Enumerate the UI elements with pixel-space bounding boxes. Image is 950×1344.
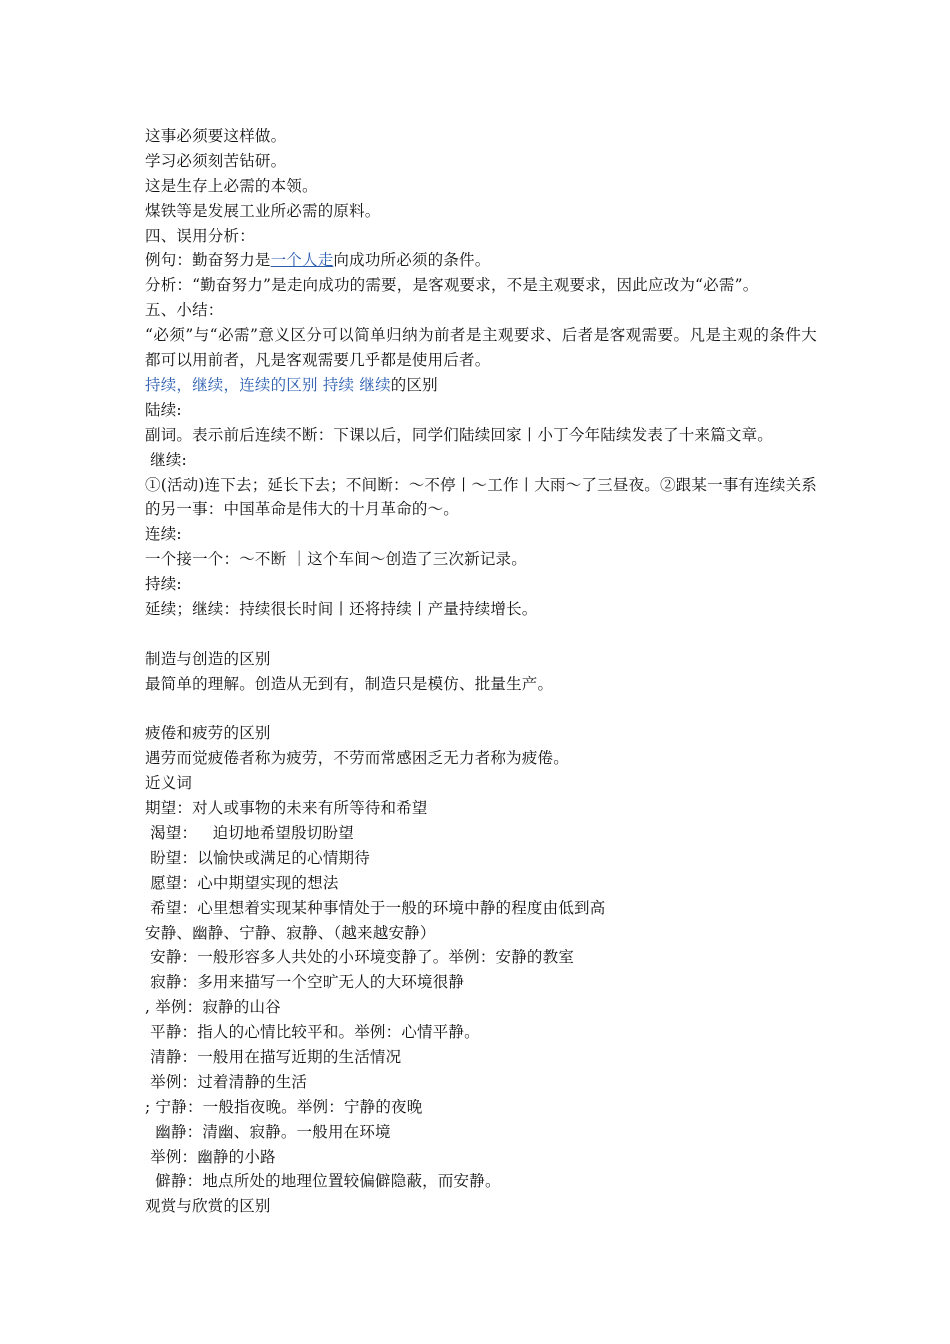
text-line: 学习必须刻苦钻研。 — [145, 151, 287, 170]
document-body — [145, 124, 817, 1219]
example-suffix: 向成功所必须的条件。 — [333, 251, 491, 270]
text-line: 清静：一般用在描写近期的生活情况 — [145, 1048, 402, 1067]
text-line: 分析：“勤奋努力”是走向成功的需要，是客观要求，不是主观要求，因此应改为“必需”。 — [145, 276, 759, 295]
link-suffix: 的区别 — [390, 375, 438, 394]
example-prefix: 例句：勤奋努力是 — [145, 251, 271, 270]
term-heading: 连续: — [145, 525, 182, 544]
section-heading: 五、小结： — [145, 301, 224, 320]
text-line: 一个接一个：～不断 ｜这个车间～创造了三次新记录。 — [145, 550, 527, 569]
text-line: 愿望：心中期望实现的想法 — [145, 873, 339, 892]
text-line: 幽静：清幽、寂静。一般用在环境 — [145, 1122, 391, 1141]
summary-paragraph: “必须”与“必需”意义区分可以简单归纳为前者是主观要求、后者是客观需要。凡是主观的条件大都可以用前者，凡是客观需要几乎都是使用后者。 — [145, 326, 817, 370]
text-line: 副词。表示前后连续不断：下课以后，同学们陆续回家丨小丁今年陆续发表了十来篇文章。 — [145, 425, 774, 444]
text-line: 安静、幽静、宁静、寂静、（越来越安静） — [145, 923, 436, 942]
text-line: 遇劳而觉疲倦者称为疲劳，不劳而常感困乏无力者称为疲倦。 — [145, 749, 569, 768]
term-heading: 持续: — [145, 575, 182, 594]
text-line: 煤铁等是发展工业所必需的原料。 — [145, 201, 381, 220]
text-line: 希望：心里想着实现某种事情处于一般的环境中静的程度由低到高 — [145, 898, 606, 917]
text-line: 渴望： 迫切地希望殷切盼望 — [145, 824, 354, 842]
text-line: 盼望：以愉快或满足的心情期待 — [145, 848, 370, 867]
text-line: , 举例：寂静的山谷 — [145, 998, 281, 1017]
text-line: 僻静：地点所处的地理位置较偏僻隐蔽，而安静。 — [145, 1172, 501, 1191]
inline-link[interactable]: 一个人走 — [270, 251, 334, 270]
term-heading: 陆续: — [145, 400, 182, 419]
section-heading: 四、误用分析： — [145, 226, 255, 245]
section-heading: 观赏与欣赏的区别 — [145, 1197, 271, 1216]
text-line: 期望：对人或事物的未来有所等待和希望 — [145, 799, 428, 818]
term-heading: 继续: — [145, 450, 187, 469]
section-heading: 制造与创造的区别 — [145, 649, 271, 668]
link-difference[interactable]: 持续，继续，连续的区别 — [145, 375, 318, 394]
text-line: 安静：一般形容多人共处的小环境变静了。举例：安静的教室 — [145, 948, 575, 967]
link-line — [145, 373, 817, 398]
spacer — [145, 697, 817, 722]
text-line: 举例：过着清静的生活 — [145, 1072, 308, 1091]
text-line: ; 宁静：一般指夜晚。举例：宁静的夜晚 — [145, 1097, 423, 1116]
text-line: 平静：指人的心情比较平和。举例：心情平静。 — [145, 1023, 480, 1042]
example-sentence — [145, 248, 817, 273]
text-line: 举例：幽静的小路 — [145, 1147, 276, 1166]
text-line: 这事必须要这样做。 — [145, 127, 287, 145]
text-line: 延续；继续：持续很长时间丨还将持续丨产量持续增长。 — [145, 599, 538, 618]
text-line: 最简单的理解。创造从无到有，制造只是模仿、批量生产。 — [145, 674, 554, 693]
text-line: 这是生存上必需的本领。 — [145, 176, 318, 195]
text-line: 寂静：多用来描写一个空旷无人的大环境很静 — [145, 973, 465, 992]
spacer — [145, 622, 817, 647]
section-heading: 近义词 — [145, 774, 193, 793]
section-heading: 疲倦和疲劳的区别 — [145, 724, 271, 743]
definition-paragraph: ①(活动)连下去；延长下去；不间断：～不停丨～工作丨大雨～了三昼夜。②跟某一事有连续关系的另一事：中国革命是伟大的十月革命的～。 — [145, 475, 817, 519]
link-chixu-jixu[interactable]: 持续 继续 — [322, 375, 391, 394]
